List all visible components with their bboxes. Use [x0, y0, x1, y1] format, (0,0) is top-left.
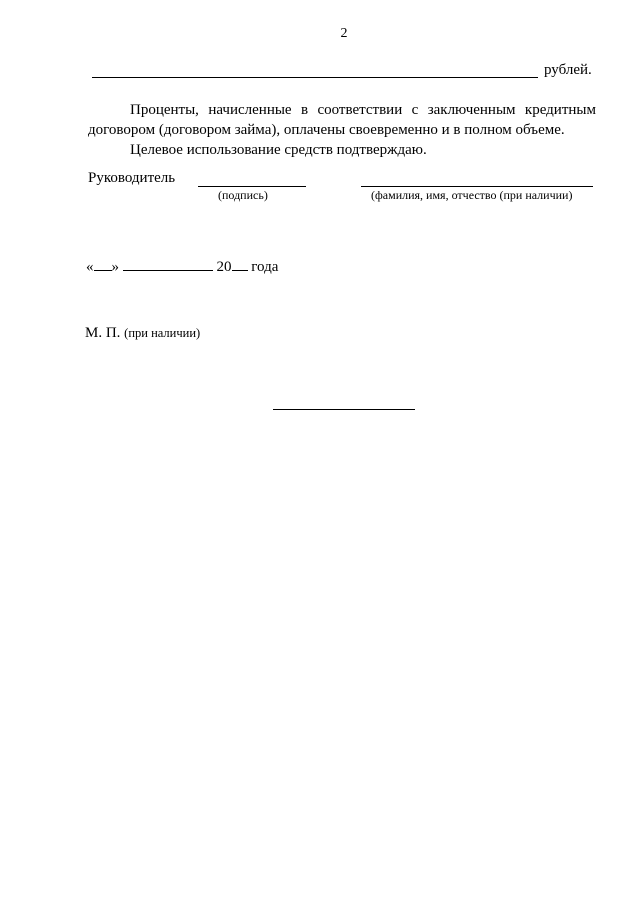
body-text [88, 100, 596, 160]
month-blank [123, 256, 213, 271]
stamp-note: (при наличии) [124, 326, 201, 340]
stamp-place [85, 325, 200, 342]
end-of-document-line [273, 409, 415, 410]
signature-caption: (подпись) [218, 188, 268, 202]
signature-blank-line [198, 186, 306, 187]
amount-unit: рублей. [544, 62, 592, 78]
interest-paid-paragraph: Проценты, начисленные в соответствии с заключенным кредитным договором (договором займа), оплачены своевременно и в полном объеме. [88, 102, 596, 138]
full-name-caption: (фамилия, имя, отчество (при наличии) [371, 188, 573, 202]
date-open-quote: « [86, 259, 94, 275]
date-close-quote: » [111, 259, 119, 275]
stamp-label: М. П. [85, 325, 121, 341]
year-suffix: года [251, 259, 279, 275]
full-name-blank-line [361, 186, 593, 187]
year-prefix: 20 [216, 259, 232, 275]
amount-blank-line [92, 77, 538, 78]
target-use-paragraph: Целевое использование средств подтверждаю. [130, 142, 427, 158]
day-blank [94, 256, 112, 271]
date-line [86, 256, 278, 276]
year-blank [232, 256, 248, 271]
page-number: 2 [340, 26, 348, 41]
head-label: Руководитель [88, 170, 176, 186]
